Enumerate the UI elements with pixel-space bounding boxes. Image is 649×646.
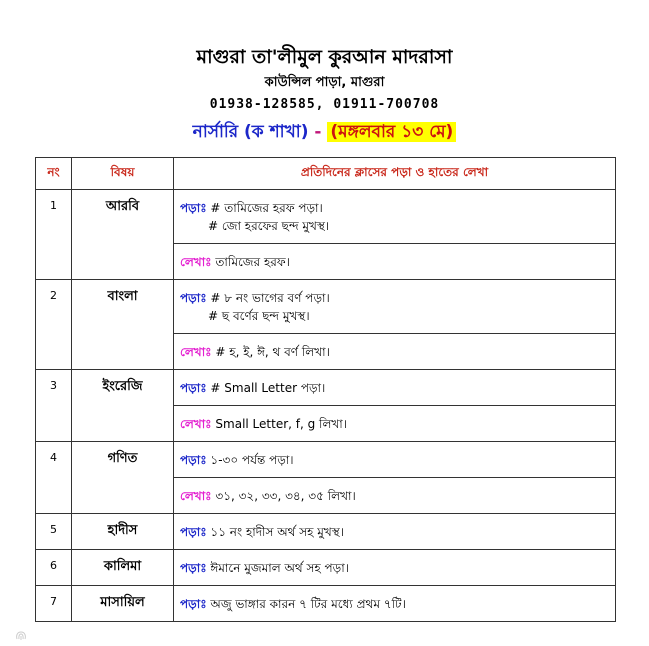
writing-label: লেখাঃ — [180, 345, 212, 359]
reading-line — [180, 379, 609, 397]
row-number: 1 — [36, 190, 72, 280]
reading-text: ১-৩০ পর্যন্ত পড়া। — [210, 453, 294, 467]
table-row — [36, 370, 616, 406]
class-date: (মঙ্গলবার ১৩ মে) — [327, 122, 456, 142]
row-writing — [174, 244, 616, 280]
row-reading — [174, 280, 616, 334]
reading-line — [180, 559, 609, 577]
reading-line — [180, 523, 609, 541]
reading-label: পড়াঃ — [180, 453, 207, 467]
table-row — [36, 442, 616, 478]
row-writing — [174, 334, 616, 370]
row-number: 6 — [36, 550, 72, 586]
row-reading — [174, 514, 616, 550]
row-number: 7 — [36, 586, 72, 622]
row-subject: হাদীস — [72, 514, 174, 550]
reading-label: পড়াঃ — [180, 201, 207, 215]
routine-table — [35, 157, 616, 622]
row-reading — [174, 586, 616, 622]
reading-label: পড়াঃ — [180, 561, 207, 575]
reading-text: # ছ বর্ণের ছন্দ মুখস্থ। — [208, 309, 310, 323]
row-number: 5 — [36, 514, 72, 550]
header-subject: বিষয় — [72, 158, 174, 190]
reading-label: পড়াঃ — [180, 525, 207, 539]
reading-text: # তামিজের হরফ পড়া। — [210, 201, 323, 215]
row-number: 4 — [36, 442, 72, 514]
reading-line — [180, 451, 609, 469]
row-writing — [174, 478, 616, 514]
row-reading — [174, 370, 616, 406]
writing-line — [180, 487, 609, 505]
table-row — [36, 586, 616, 622]
table-row — [36, 190, 616, 244]
row-subject: ইংরেজি — [72, 370, 174, 442]
writing-line — [180, 343, 609, 361]
reading-line — [180, 307, 609, 325]
reading-text: ঈমানে মুজমাল অর্থ সহ পড়া। — [210, 561, 350, 575]
fingerprint-icon — [14, 628, 28, 642]
table-header-row — [36, 158, 616, 190]
writing-label: লেখাঃ — [180, 255, 212, 269]
reading-label: পড়াঃ — [180, 381, 207, 395]
table-row — [36, 514, 616, 550]
row-subject: বাংলা — [72, 280, 174, 370]
table-row — [36, 550, 616, 586]
row-subject: মাসায়িল — [72, 586, 174, 622]
routine-body — [36, 190, 616, 622]
class-separator: - — [308, 122, 328, 142]
class-name: নার্সারি (ক শাখা) — [192, 122, 309, 142]
header-no: নং — [36, 158, 72, 190]
header-details: প্রতিদিনের ক্লাসের পড়া ও হাতের লেখা — [174, 158, 616, 190]
row-number: 3 — [36, 370, 72, 442]
row-subject: কালিমা — [72, 550, 174, 586]
reading-text: ১১ নং হাদীস অর্থ সহ মুখস্থ। — [210, 525, 345, 539]
reading-text: # জো হরফের ছন্দ মুখস্থ। — [208, 219, 330, 233]
table-row — [36, 280, 616, 334]
row-reading — [174, 550, 616, 586]
reading-line — [180, 217, 609, 235]
madrasa-phone: 01938-128585, 01911-700708 — [209, 97, 440, 112]
reading-label: পড়াঃ — [180, 597, 207, 611]
row-subject: আরবি — [72, 190, 174, 280]
reading-text: অজু ভাঙ্গার কারন ৭ টির মধ্যে প্রথম ৭টি। — [210, 597, 406, 611]
writing-line — [180, 415, 609, 433]
writing-text: Small Letter, f, g লিখা। — [215, 417, 348, 431]
reading-line — [180, 595, 609, 613]
writing-label: লেখাঃ — [180, 417, 212, 431]
page-header — [0, 44, 649, 144]
row-writing — [174, 406, 616, 442]
reading-line — [180, 289, 609, 307]
reading-label: পড়াঃ — [180, 291, 207, 305]
writing-text: তামিজের হরফ। — [215, 255, 290, 269]
reading-line — [180, 199, 609, 217]
row-number: 2 — [36, 280, 72, 370]
writing-text: ৩১, ৩২, ৩৩, ৩৪, ৩৫ লিখা। — [215, 489, 356, 503]
row-reading — [174, 190, 616, 244]
madrasa-title: মাগুরা তা'লীমুল কুরআন মাদরাসা — [196, 46, 453, 68]
reading-text: # ৮ নং ভাগের বর্ণ পড়া। — [210, 291, 330, 305]
reading-text: # Small Letter পড়া। — [210, 381, 326, 395]
row-reading — [174, 442, 616, 478]
writing-label: লেখাঃ — [180, 489, 212, 503]
writing-line — [180, 253, 609, 271]
row-subject: গণিত — [72, 442, 174, 514]
writing-text: # হ, ই, ঈ, থ বর্ণ লিখা। — [215, 345, 330, 359]
madrasa-address: কাউন্সিল পাড়া, মাগুরা — [264, 75, 385, 90]
class-line — [0, 120, 649, 144]
